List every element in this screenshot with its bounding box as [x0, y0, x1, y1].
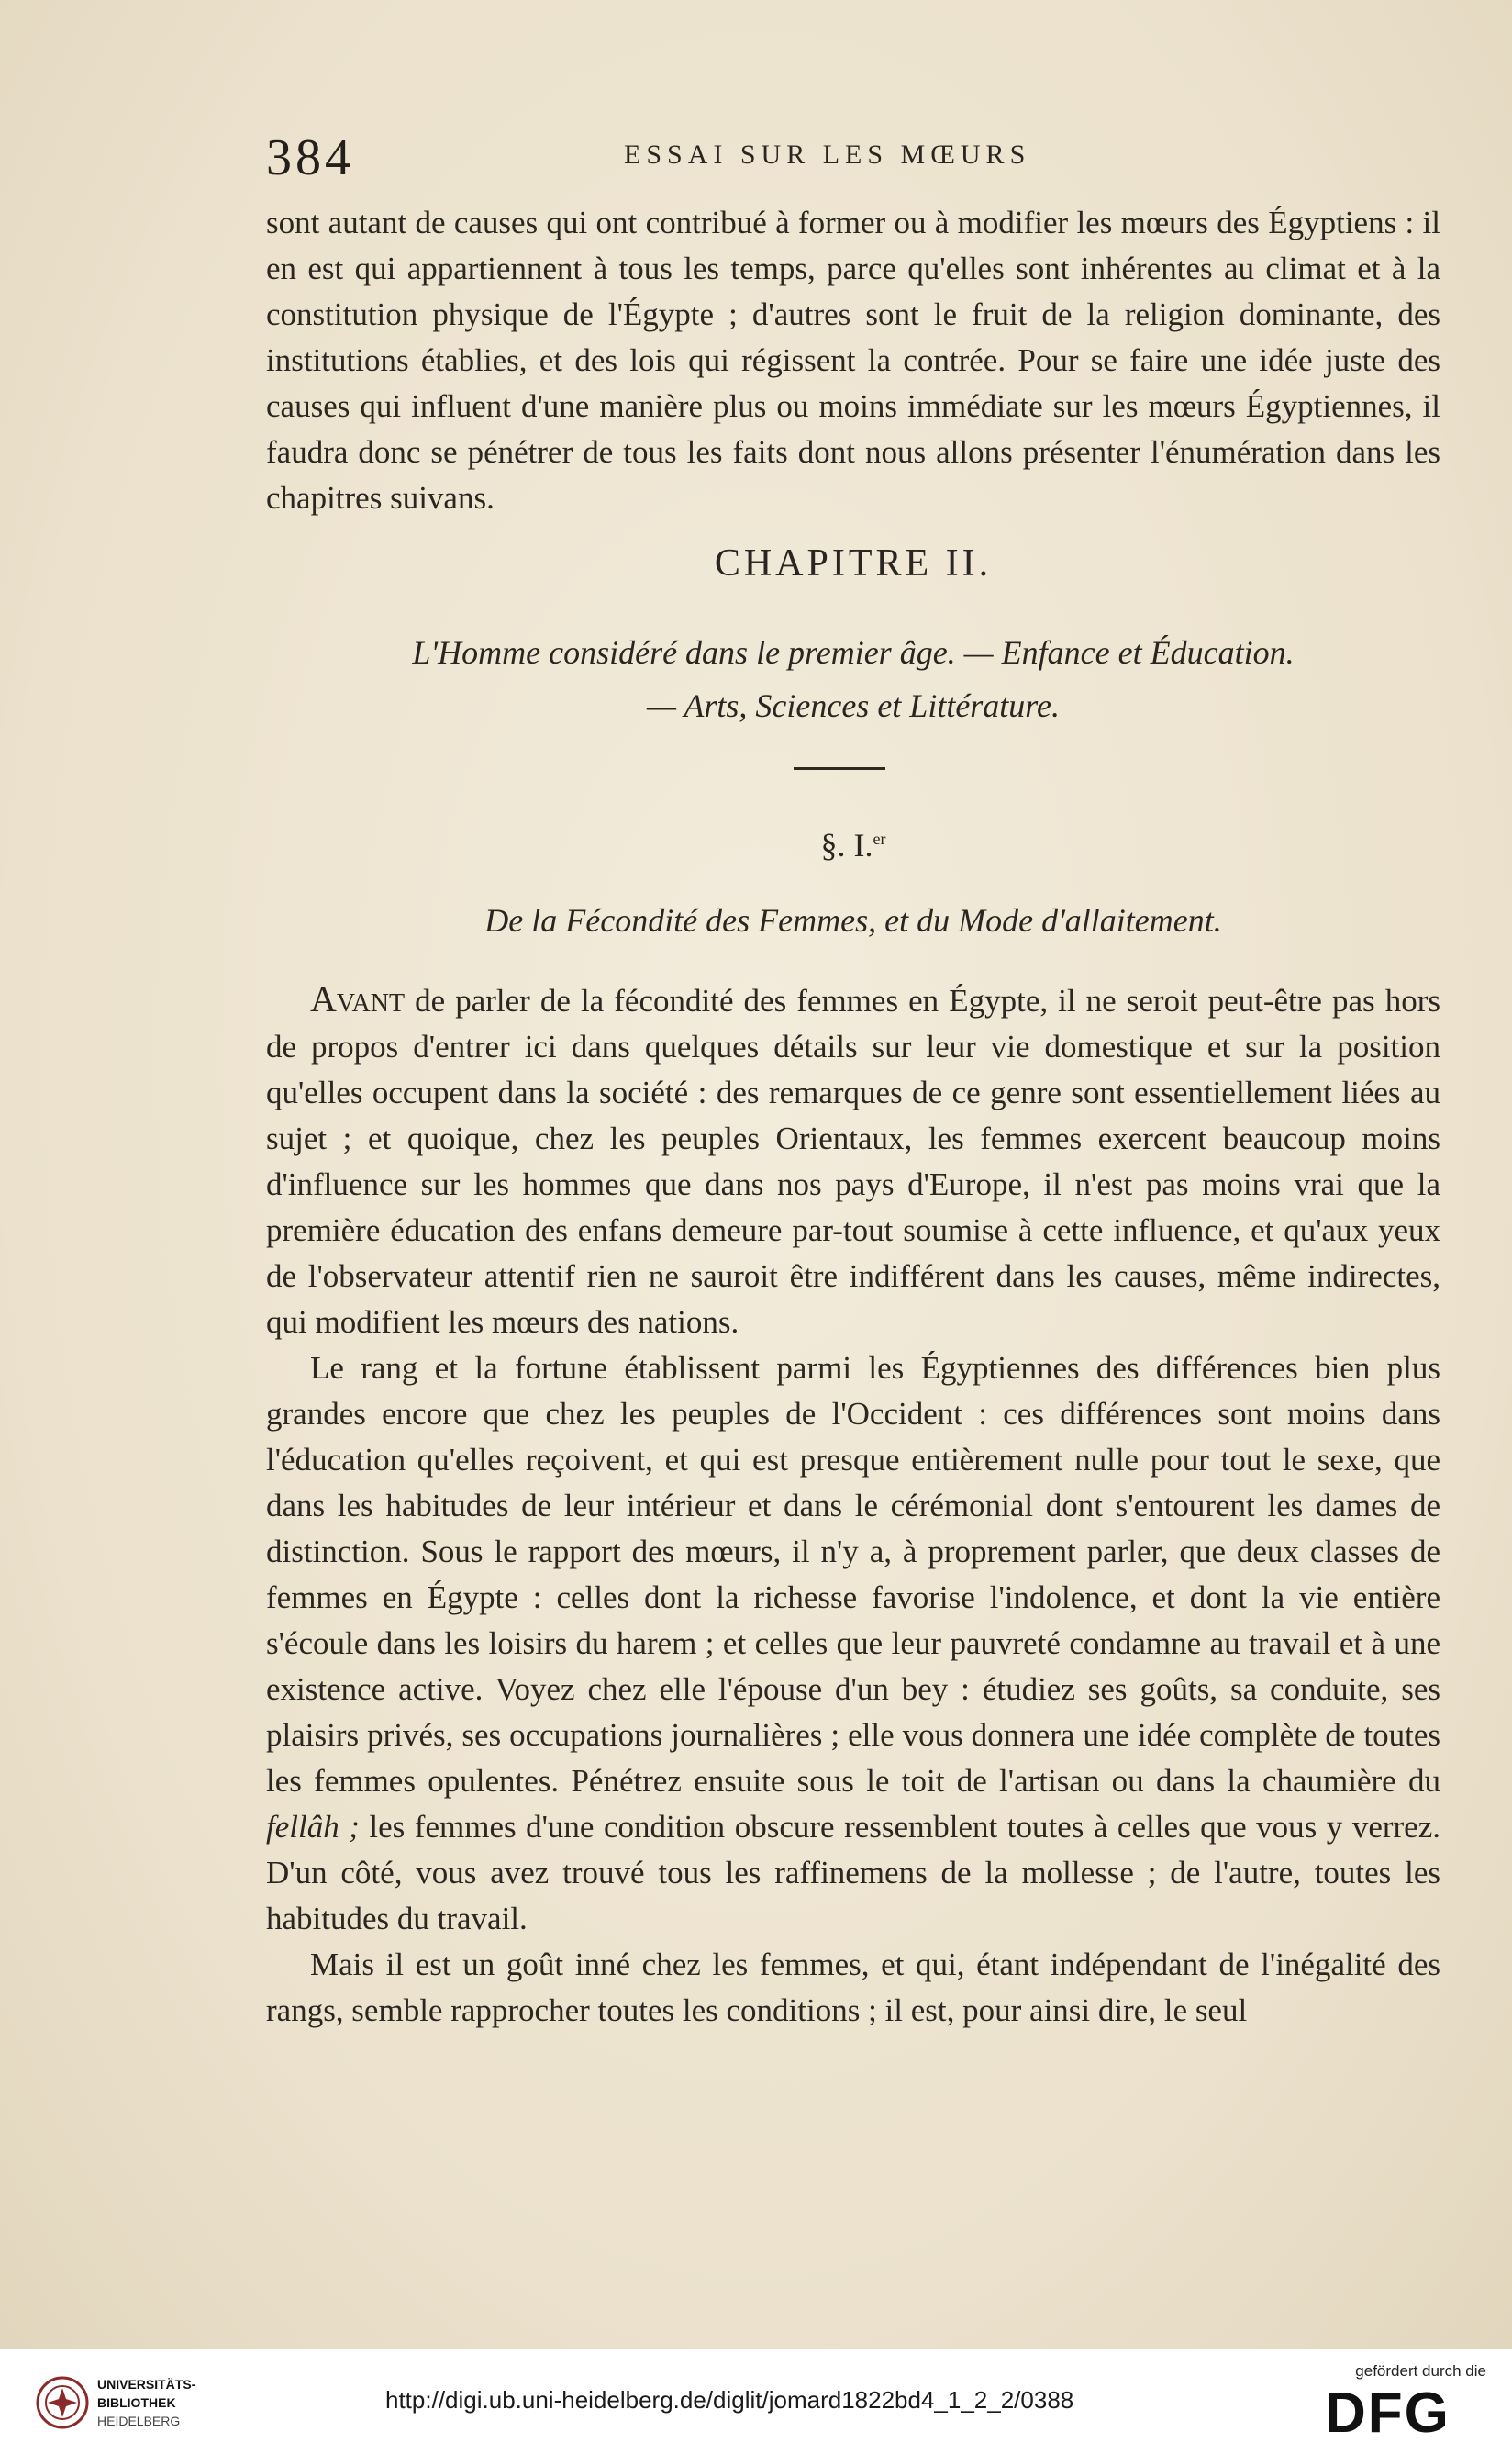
chapter-subtitle-line-2: — Arts, Sciences et Littérature. — [647, 687, 1060, 724]
chapter-subtitle — [266, 626, 1440, 732]
chapter-subtitle-line-1: L'Homme considéré dans le premier âge. — Enfance et Éducation. — [412, 634, 1295, 671]
library-name-line-2: BIBLIOTHEK — [97, 2395, 176, 2410]
paragraph-1 — [266, 976, 1440, 1345]
dfg-logo: DFG — [1325, 2381, 1451, 2445]
chapter-title: CHAPITRE II. — [714, 542, 993, 585]
funded-by-label: gefördert durch die — [1355, 2362, 1486, 2380]
paragraph-2-text-start: Le rang et la fortune établissent parmi les Égyptiennes des différences bien plus grandes encore que chez les peuples de l'Occident : ces différences sont moins dans l'éducation qu'elles reçoivent, et qui est presque entièrement nulle pour tout le sexe, que dans les habitudes de leur intérieur et dans le cérémonial dont s'entourent les dames de distinction. Sous le rapport des mœurs, il n'y a, à proprement parler, que deux classes de femmes en Égypte : celles dont la richesse favorise l'indolence, et dont la vie entière s'écoule dans les loisirs du harem ; et celles que leur pauvreté condamne au travail et à une existence active. Voyez chez elle l'épouse d'un bey : étudiez ses goûts, sa conduite, ses plaisirs privés, ses occupations journalières ; elle vous donnera une idée complète de toutes les femmes opulentes. Pénétrez ensuite sous le toit de l'artisan ou dans la chaumière du — [266, 1350, 1440, 1799]
university-seal-icon — [35, 2375, 90, 2430]
paragraph-2 — [266, 1345, 1440, 1942]
paragraph-2-italic-term: fellâh ; — [266, 1809, 360, 1845]
library-name-line-1: UNIVERSITÄTS- — [97, 2377, 196, 2392]
section-number: §. I. — [820, 827, 873, 864]
paragraph-1-text: de parler de la fécondité des femmes en Égypte, il ne seroit peut-être pas hors de propos d'entrer ici dans quelques détails sur leur vie domestique et sur la position qu'elles occupent dans la société : des remarques de ce genre sont essentiellement liées au sujet ; et quoique, chez les peuples Orientaux, les femmes exercent beaucoup moins d'influence sur les hommes que dans nos pays d'Europe, il n'est pas moins vrai que la première éducation des enfans demeure par-tout soumise à cette influence, et qu'aux yeux de l'observateur attentif rien ne sauroit être indifférent dans les causes, même indirectes, qui modifient les mœurs des nations. — [266, 983, 1440, 1340]
page-header — [266, 128, 1450, 184]
paragraph-3: Mais il est un goût inné chez les femmes, et qui, étant indépendant de l'inégalité des rangs, semble rapprocher toutes les conditions ; il est, pour ainsi dire, le seul — [266, 1946, 1440, 2028]
page-number: 384 — [266, 129, 354, 186]
section-title: De la Fécondité des Femmes, et du Mode d'allaitement. — [484, 902, 1222, 939]
main-text — [266, 976, 1440, 2034]
section-divider-rule — [794, 767, 885, 770]
section-mark — [266, 826, 1440, 864]
intro-paragraph: sont autant de causes qui ont contribué à former ou à modifier les mœurs des Égyptiens : il en est qui appartiennent à tous les temps, parce qu'elles sont inhérentes au climat et à la constitution physique de l'Égypte ; d'autres sont le fruit de la religion dominante, des institutions établies, et des lois qui régissent la contrée. Pour se faire une idée juste des causes qui influent d'une manière plus ou moins immédiate sur les mœurs Égyptiennes, il faudra donc se pénétrer de tous les faits dont nous allons présenter l'énumération dans les chapitres suivans. — [266, 205, 1440, 516]
permalink-url[interactable]: http://digi.ub.uni-heidelberg.de/diglit/jomard1822bd4_1_2_2/0388 — [385, 2386, 1074, 2414]
section-number-superscript: er — [873, 830, 886, 848]
library-name-line-3: HEIDELBERG — [97, 2414, 181, 2428]
paragraph-1-lead-word: Avant — [310, 978, 406, 1020]
library-name — [97, 2375, 195, 2430]
running-title: ESSAI SUR LES MŒURS — [624, 139, 1031, 170]
viewer-footer — [0, 2349, 1512, 2454]
paragraph-2-text-end: les femmes d'une condition obscure ressemblent toutes à celles que vous y verrez. D'un côté, vous avez trouvé tous les raffinemens de la mollesse ; de l'autre, toutes les habitudes du travail. — [266, 1809, 1440, 1936]
